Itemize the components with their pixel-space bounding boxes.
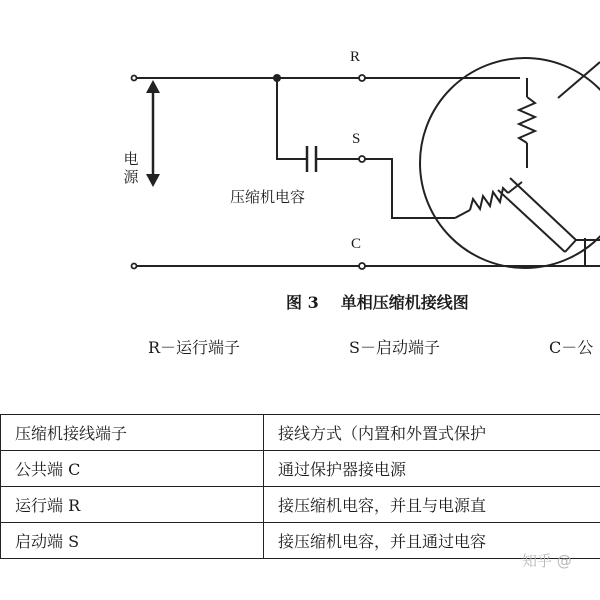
terminal-r-point: [359, 75, 365, 81]
table-cell: 运行端 R: [1, 487, 264, 523]
terminal-c-point: [359, 263, 365, 269]
junction-dot: [273, 74, 281, 82]
table-row: [1, 487, 600, 523]
table-cell: 公共端 C: [1, 451, 264, 487]
start-winding-left-lead: [455, 210, 470, 218]
start-winding-coil: [470, 188, 508, 210]
table-cell: 通过保护器接电源: [264, 451, 600, 487]
compressor-wiring-diagram: [0, 0, 600, 290]
table-header-row: [1, 415, 600, 451]
table-header-cell: 接线方式（内置和外置式保护: [264, 415, 600, 451]
figure-title: 单相压缩机接线图: [340, 293, 469, 312]
terminal-r-label: R: [350, 49, 361, 65]
terminal-c-label: C: [351, 236, 362, 252]
s-lead-wire: [362, 159, 455, 218]
watermark: 知乎 @: [522, 552, 572, 570]
legend-s: S－启动端子: [349, 338, 440, 357]
left-terminal-r: [132, 76, 137, 81]
left-terminal-c: [132, 264, 137, 269]
table-cell: 接压缩机电容，并且通过电容: [264, 523, 600, 559]
figure-caption: [286, 290, 469, 313]
terminal-wiring-table: [0, 414, 600, 559]
legend-c: C－公: [549, 338, 594, 357]
table-row: [1, 451, 600, 487]
figure-number: 图 3: [286, 293, 319, 312]
capacitor-label: 压缩机电容: [230, 188, 306, 206]
power-source-label: 电源: [123, 150, 139, 186]
run-outer-lead: [558, 62, 600, 98]
power-arrow-down: [146, 174, 160, 187]
protector-link: [565, 240, 576, 252]
table-header-cell: 压缩机接线端子: [1, 415, 264, 451]
capacitor-wire: [277, 78, 307, 159]
terminal-s-label: S: [352, 131, 361, 147]
power-arrow-up: [146, 80, 160, 93]
table-cell: 接压缩机电容，并且与电源直: [264, 487, 600, 523]
terminal-s-point: [359, 156, 365, 162]
table-cell: 启动端 S: [1, 523, 264, 559]
legend-r: R－运行端子: [148, 338, 241, 357]
run-winding-coil: [519, 97, 535, 143]
table-row: [1, 523, 600, 559]
